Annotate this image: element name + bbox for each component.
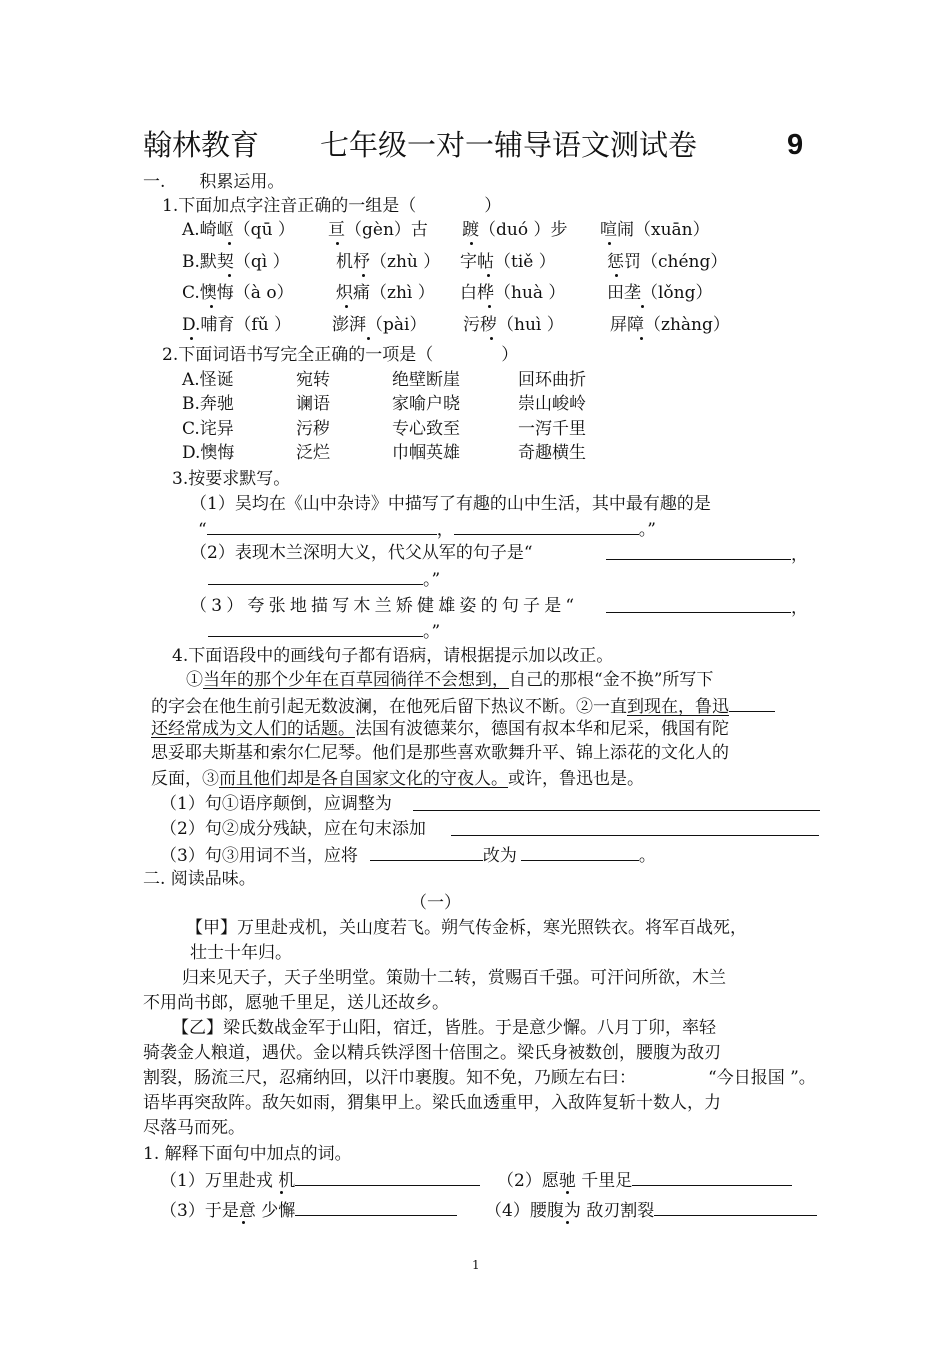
passage-yi-line-5: 尽落马而死。 bbox=[143, 1118, 245, 1138]
reading-q1-item-3: （3）于是意 少懈 bbox=[160, 1201, 296, 1221]
q1-option-c-4: 田垄（lǒng） bbox=[607, 283, 713, 303]
emphasis-dot bbox=[488, 305, 491, 308]
q4-sentence-3: 而且他们却是各自国家文化的守夜人。 bbox=[219, 769, 508, 789]
passage-yi-line-3b: “今日报国 ”。 bbox=[708, 1068, 816, 1088]
emphasis-dot bbox=[490, 337, 493, 340]
q4-answer-3-label: （3）句③用词不当，应将 bbox=[160, 846, 358, 866]
q4-line-1-tail: 自己的那根“金不换”所写下 bbox=[509, 670, 714, 690]
emphasis-dot bbox=[367, 337, 370, 340]
q4-answer-2-blank[interactable] bbox=[451, 817, 819, 836]
page-number: 1 bbox=[472, 1258, 480, 1272]
q2-option-a-3: 绝壁断崖 bbox=[392, 370, 460, 390]
q2-option-b-3: 家喻户晓 bbox=[392, 394, 460, 414]
q2-option-c-4: 一泻千里 bbox=[518, 419, 586, 439]
q1-option-c-3: 白桦（huà ） bbox=[460, 283, 566, 303]
emphasis-dot bbox=[487, 274, 490, 277]
q4-answer-3-blank-1[interactable] bbox=[370, 842, 483, 861]
q3-part2-blank-1[interactable] bbox=[606, 541, 791, 560]
emphasis-dot bbox=[641, 305, 644, 308]
q4-underline-cont bbox=[729, 693, 775, 712]
q4-answer-3-mid: 改为 bbox=[482, 846, 517, 866]
passage-yi-line-1: 【乙】梁氏数战金军于山阳，宿迁，皆胜。于是意少懈。八月丁卯，率轻 bbox=[172, 1018, 716, 1038]
q4-answer-3-blank-2[interactable] bbox=[521, 842, 639, 861]
q2-stem: 2.下面词语书写完全正确的一项是（ ） bbox=[162, 345, 519, 365]
q3-part1-comma: ， bbox=[436, 520, 454, 540]
q1-option-a-1: A.崎岖（qū ） bbox=[182, 220, 295, 240]
q3-part1-open-quote: “ bbox=[198, 520, 207, 540]
emphasis-dot bbox=[336, 242, 339, 245]
emphasis-dot bbox=[190, 337, 193, 340]
section-1-heading: 一. 积累运用。 bbox=[143, 172, 285, 192]
emphasis-dot bbox=[280, 1191, 283, 1194]
q3-part3-end: 。” bbox=[423, 622, 441, 642]
q3-part3-prompt: （3）夸张地描写木兰矫健雄姿的句子是“ bbox=[190, 596, 579, 616]
q4-sentence-2a: 到现在，鲁迅 bbox=[627, 697, 729, 717]
q1-option-d-1: D.哺育（fǔ ） bbox=[182, 315, 292, 335]
q1-option-b-1: B.默契（qì ） bbox=[182, 252, 290, 272]
emphasis-dot bbox=[615, 274, 618, 277]
q3-part3-blank-1[interactable] bbox=[606, 594, 791, 613]
q1-option-a-4: 喧闹（xuān） bbox=[600, 220, 710, 240]
q3-part1-prompt: （1）吴均在《山中杂诗》中描写了有趣的山中生活，其中最有趣的是 bbox=[190, 494, 711, 514]
reading-q1-item-4: （4）腰腹为 敌刃割裂 bbox=[485, 1201, 655, 1221]
emphasis-dot bbox=[210, 305, 213, 308]
passage-yi-line-2: 骑袭金人粮道，遇伏。金以精兵铁浮图十倍围之。梁氏身被数创，腰腹为敌刃 bbox=[143, 1043, 721, 1063]
reading-q1-stem: 1. 解释下面句中加点的词。 bbox=[143, 1144, 352, 1164]
q1-option-b-2: 机杼（zhù ） bbox=[336, 252, 441, 272]
q4-sentence-2b: 还经常成为文人们的话题。 bbox=[151, 719, 355, 739]
reading-q1-blank-4[interactable] bbox=[654, 1197, 817, 1216]
q3-part2-prompt: （2）表现木兰深明大义，代父从军的句子是“ bbox=[190, 543, 533, 563]
reading-q1-blank-3[interactable] bbox=[295, 1197, 457, 1216]
q3-part1-blank-1[interactable] bbox=[207, 516, 437, 535]
paper-number: 9 bbox=[787, 129, 804, 161]
q4-answer-1-blank[interactable] bbox=[413, 792, 820, 811]
q1-option-b-4: 惩罚（chéng） bbox=[607, 252, 728, 272]
reading-q1-blank-1[interactable] bbox=[295, 1167, 480, 1186]
emphasis-dot bbox=[640, 337, 643, 340]
q4-line-2a: 的字会在他生前引起无数波澜，在他死后留下热议不断。②一直 bbox=[151, 697, 627, 717]
q4-stem: 4.下面语段中的画线句子都有语病，请根据提示加以改正。 bbox=[172, 646, 614, 666]
q3-part2-blank-2[interactable] bbox=[208, 566, 423, 585]
emphasis-dot bbox=[345, 305, 348, 308]
emphasis-dot bbox=[566, 1221, 569, 1224]
q3-part2-end: 。” bbox=[423, 570, 441, 590]
passage-jia-line-2: 壮士十年归。 bbox=[190, 943, 292, 963]
q1-option-b-3: 字帖（tiě ） bbox=[460, 252, 556, 272]
q4-line-5c: 或许，鲁迅也是。 bbox=[508, 769, 644, 789]
q2-option-d-1: D.懊悔 bbox=[182, 443, 235, 463]
section-2-heading: 二. 阅读品味。 bbox=[143, 869, 256, 889]
reading-q1-item-1: （1）万里赴戎 机 bbox=[160, 1171, 296, 1191]
q1-option-d-2: 澎湃（pài） bbox=[332, 315, 427, 335]
q1-option-a-2: 亘（gèn）古 bbox=[328, 220, 428, 240]
q3-part3-comma: ， bbox=[791, 598, 808, 618]
q2-option-a-1: A.怪诞 bbox=[182, 370, 234, 390]
q4-line-4: 思妥耶夫斯基和索尔仁尼琴。他们是那些喜欢歌舞升平、锦上添花的文化人的 bbox=[151, 743, 729, 763]
passage-jia-line-3: 归来见天子，天子坐明堂。策勋十二转，赏赐百千强。可汗问所欲，木兰 bbox=[182, 968, 726, 988]
q1-option-c-2: 炽痛（zhì ） bbox=[336, 283, 435, 303]
q1-option-a-3: 踱（duó ）步 bbox=[462, 220, 568, 240]
q2-option-d-3: 巾帼英雄 bbox=[392, 443, 460, 463]
emphasis-dot bbox=[470, 242, 473, 245]
passage-jia-line-4: 不用尚书郎，愿驰千里足，送儿还故乡。 bbox=[143, 993, 449, 1013]
q3-part2-comma: ， bbox=[791, 545, 808, 565]
passage-jia-line-1: 【甲】万里赴戎机，关山度若飞。朔气传金柝，寒光照铁衣。将军百战死， bbox=[186, 918, 747, 938]
emphasis-dot bbox=[228, 242, 231, 245]
q4-answer-1-label: （1）句①语序颠倒，应调整为 bbox=[160, 794, 392, 814]
q2-option-b-1: B.奔驰 bbox=[182, 394, 234, 414]
q1-option-d-3: 污秽（huì ） bbox=[463, 315, 564, 335]
q3-part1-end: 。” bbox=[638, 520, 656, 540]
q4-line-5a: 反面，③ bbox=[151, 769, 219, 789]
q2-option-c-2: 污秽 bbox=[296, 419, 330, 439]
q3-stem: 3.按要求默写。 bbox=[172, 469, 291, 489]
q4-sentence-1: 当年的那个少年在百草园徜徉不会想到， bbox=[203, 670, 509, 690]
reading-q1-blank-2[interactable] bbox=[632, 1167, 792, 1186]
q4-line-3b: 法国有波德莱尔，德国有叔本华和尼采，俄国有陀 bbox=[355, 719, 729, 739]
q4-marker-1: ① bbox=[186, 670, 203, 690]
q1-option-c-1: C.懊悔（à o） bbox=[182, 283, 294, 303]
q2-option-b-4: 崇山峻岭 bbox=[518, 394, 586, 414]
q1-option-d-4: 屏障（zhàng） bbox=[610, 315, 730, 335]
q2-option-d-2: 泛烂 bbox=[296, 443, 330, 463]
emphasis-dot bbox=[242, 1221, 245, 1224]
paper-title: 七年级一对一辅导语文测试卷 bbox=[320, 128, 698, 162]
reading-q1-item-2: （2）愿驰 千里足 bbox=[497, 1171, 633, 1191]
passage-yi-line-4: 语毕再突敌阵。敌矢如雨，猬集甲上。梁氏血透重甲，入敌阵复斩十数人，力 bbox=[143, 1093, 721, 1113]
emphasis-dot bbox=[608, 242, 611, 245]
q2-option-b-2: 谰语 bbox=[296, 394, 330, 414]
q2-option-c-1: C.诧异 bbox=[182, 419, 234, 439]
emphasis-dot bbox=[566, 1191, 569, 1194]
emphasis-dot bbox=[362, 274, 365, 277]
q3-part1-blank-2[interactable] bbox=[454, 516, 639, 535]
q3-part3-blank-2[interactable] bbox=[208, 618, 423, 637]
q1-stem: 1.下面加点字注音正确的一组是（ ） bbox=[162, 196, 502, 216]
q4-answer-2-label: （2）句②成分残缺，应在句末添加 bbox=[160, 819, 426, 839]
passage-yi-line-3a: 割裂，肠流三尺，忍痛纳回，以汗巾裹腹。知不免，乃顾左右曰： bbox=[143, 1068, 636, 1088]
emphasis-dot bbox=[228, 274, 231, 277]
q2-option-c-3: 专心致至 bbox=[392, 419, 460, 439]
q2-option-a-4: 回环曲折 bbox=[518, 370, 586, 390]
reading-subheading: （一） bbox=[410, 893, 461, 913]
q2-option-d-4: 奇趣横生 bbox=[518, 443, 586, 463]
school-name: 翰林教育 bbox=[143, 128, 260, 162]
q2-option-a-2: 宛转 bbox=[296, 370, 330, 390]
q4-answer-3-end: 。 bbox=[638, 846, 656, 866]
